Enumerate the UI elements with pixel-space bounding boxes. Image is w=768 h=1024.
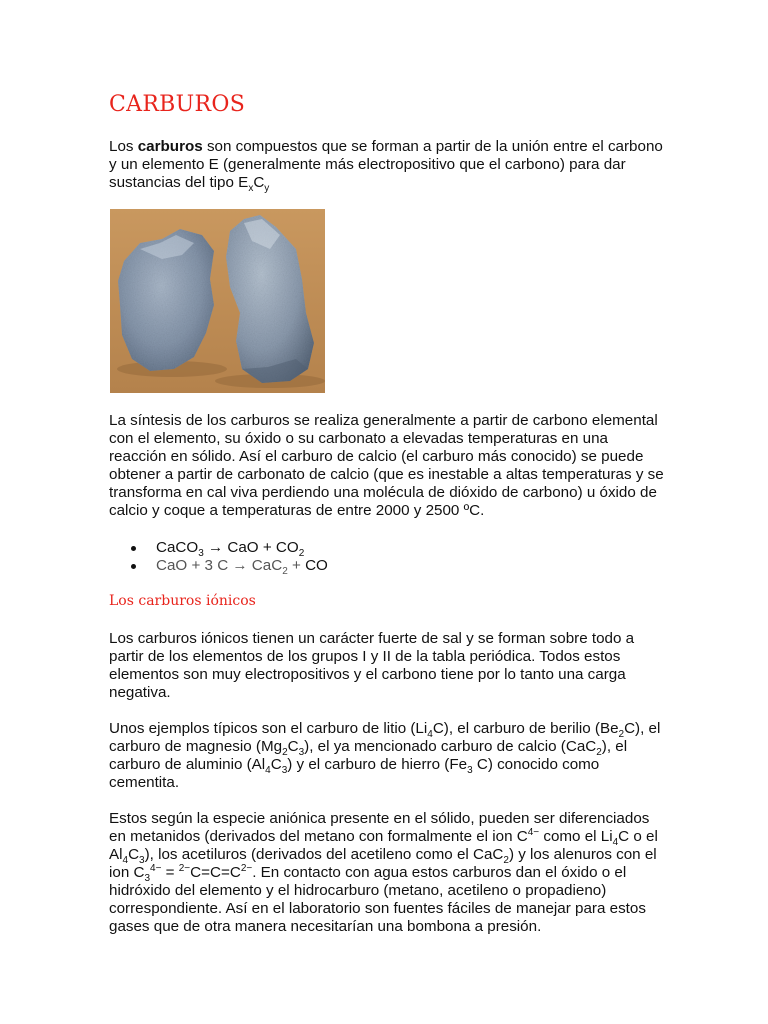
an-sup: 4− <box>150 862 162 874</box>
ex-text: C), el carburo de magnesio (Mg <box>109 720 661 755</box>
eq1-products-sub: 2 <box>298 548 305 560</box>
ex-sub: 4 <box>427 729 433 741</box>
an-text: ), los acetiluros (derivados del acetileno como el CaC <box>144 846 504 863</box>
ex-text: Unos ejemplos típicos son el carburo de litio (Li <box>109 720 428 737</box>
intro-sub-x: x <box>248 183 254 195</box>
an-sub: 2 <box>503 855 509 867</box>
equation-item <box>109 539 328 560</box>
an-sub: 3 <box>139 855 145 867</box>
ex-sub: 3 <box>281 765 288 777</box>
page-title: CARBUROS <box>109 92 246 117</box>
ex-text: C), el carburo de berilio (Be <box>432 720 619 737</box>
intro-lead: Los <box>109 138 138 155</box>
intro-paragraph <box>109 138 669 195</box>
equation-list <box>109 539 328 578</box>
an-sup: 2− <box>178 862 191 874</box>
intro-mid: C <box>253 174 265 191</box>
eq1-products: → CaO + CO <box>203 539 299 556</box>
an-text: C o el Al <box>109 828 658 863</box>
ex-text: C <box>270 756 282 773</box>
ex-text: ), el ya mencionado carburo de calcio (CaC <box>304 738 597 755</box>
an-text: ) y los alenuros con el ion C <box>109 846 657 881</box>
carbide-rocks-photo <box>110 209 325 393</box>
ex-sub: 2 <box>596 747 602 759</box>
an-text: Estos según la especie aniónica presente en el sólido, pueden ser diferenciados en metanidos (derivados del metano con formalmente el ion C <box>109 810 650 845</box>
intro-sub-y: y <box>264 183 270 195</box>
eq1-reactant-sub: 3 <box>198 548 204 560</box>
an-text: = <box>161 864 179 881</box>
an-text: C <box>128 846 140 863</box>
ex-text: C <box>287 738 299 755</box>
intro-rest: son compuestos que se forman a partir de la unión entre el carbono y un elemento E (generalmente más electropositivo que el carbono) para dar sustancias del tipo E <box>109 138 663 191</box>
anionic-paragraph <box>109 810 669 936</box>
ex-sub: 3 <box>298 747 305 759</box>
eq2-plus: + <box>287 557 306 574</box>
eq2-co: CO <box>305 557 328 574</box>
intro-bold-term: carburos <box>137 138 203 155</box>
ionic-paragraph: Los carburos iónicos tienen un carácter fuerte de sal y se forman sobre todo a partir de los elementos de los grupos I y II de la tabla periódica. Todos estos elementos son muy electropositivos y el carbono tiene por lo tanto una carga negativa. <box>109 630 635 701</box>
section-title: Los carburos iónicos <box>109 593 256 609</box>
ex-text: ) y el carburo de hierro (Fe <box>287 756 468 773</box>
an-sup: 4− <box>527 826 540 838</box>
bullet-icon <box>131 546 136 551</box>
an-sup: 2− <box>240 862 253 874</box>
eq2-sub: 2 <box>282 566 288 578</box>
eq2-main: CaO + 3 C → CaC <box>156 557 283 574</box>
ex-text: ), el carburo de aluminio (Al <box>109 738 628 773</box>
eq1-reactant: CaCO <box>156 539 199 556</box>
an-text: como el Li <box>539 828 613 845</box>
examples-paragraph <box>109 720 669 792</box>
ex-sub: 2 <box>618 729 625 741</box>
ex-sub: 4 <box>265 765 271 777</box>
ex-sub: 3 <box>467 765 473 777</box>
bullet-icon <box>131 564 136 569</box>
an-text: C=C=C <box>190 864 241 881</box>
an-text: . En contacto con agua estos carburos dan el óxido o el hidróxido del elemento y el hidrocarburo (metano, acetileno o propadieno) correspondiente. Así en el laboratorio son fuentes fáciles de manejar para estos gases que de otra manera necesitarían una bombona a presión. <box>109 864 646 935</box>
ex-text: C) conocido como cementita. <box>109 756 600 791</box>
an-sub: 4 <box>612 837 619 849</box>
an-sub: 4 <box>122 855 129 867</box>
equation-item <box>109 557 328 578</box>
ex-sub: 2 <box>282 747 288 759</box>
synthesis-paragraph: La síntesis de los carburos se realiza generalmente a partir de carbono elemental con el elemento, su óxido o su carbonato a elevadas temperaturas en una reacción en sólido. Así el carburo de calcio (el carburo más conocido) se puede obtener a partir de carbonato de calcio (que es inestable a altas temperaturas y se transforma en cal viva perdiendo una molécula de dióxido de carbono) u óxido de calcio y coque a temperaturas de entre 2000 y 2500 ºC. <box>109 412 664 519</box>
an-sub: 3 <box>144 873 151 885</box>
